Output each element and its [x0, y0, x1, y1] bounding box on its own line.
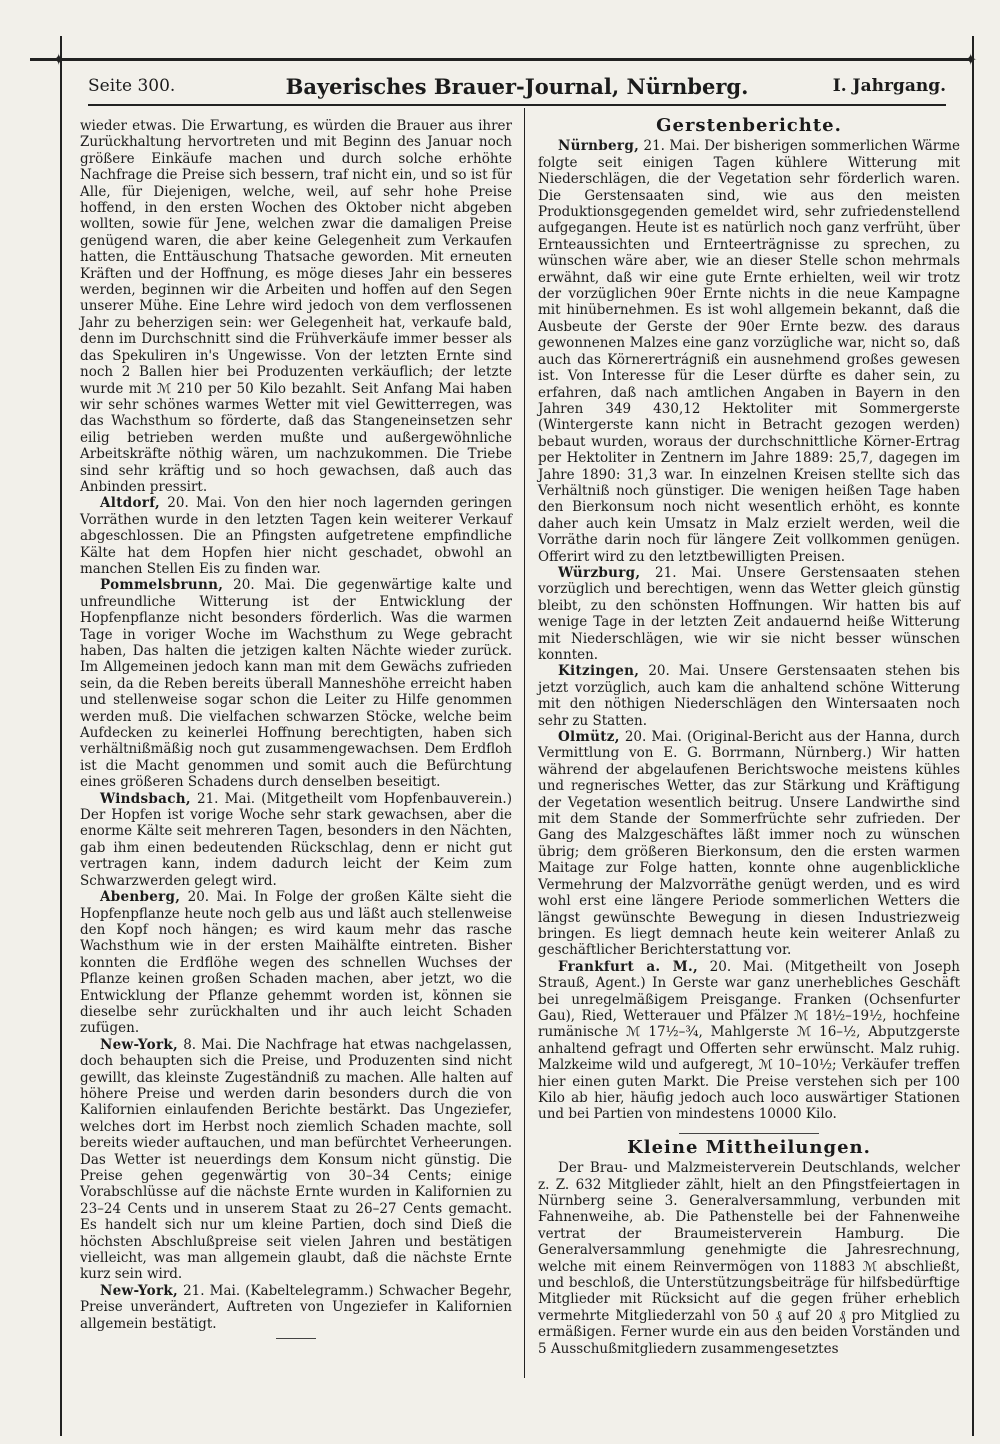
end-rule [276, 1338, 316, 1339]
report-kitzingen [538, 663, 960, 729]
left-column [80, 118, 512, 1345]
report-frankfurt [538, 959, 960, 1123]
report-text: 20. Mai. (Original-Bericht aus der Hanna, durch Vermittlung von E. G. Borrmann, Nürnberg.) Wir hatten während der abgelaufenen Berichtswoche meistens kühles und regnerisches Wetter, das zur Stärkung und Kräftigung der Vegetation wesentlich beitrug. Unsere Landwirthe sind mit dem Stande der Sommerfrüchte sehr zufrieden. Der Gang des Malzgeschäftes läßt immer noch zu wünschen übrig; dem größeren Bierkonsum, den die ersten warmen Maitage zur Folge hatten, konnte ohne augenblickliche Vermehrung der Malzvorräthe genügt werden, und es wird wohl erst eine längere Periode sommerlichen Wetters die längst gewünschte Bewegung in diesen Industriezweig bringen. Es liegt demnach heute kein weiterer Anlaß zu geschäftlicher Berichterstattung vor. [538, 729, 960, 959]
paragraph: Der Brau- und Malzmeisterverein Deutschlands, welcher z. Z. 632 Mitglieder zählt, hielt an den Pfingstfeiertagen in Nürnberg seine 3. Generalversammlung, verbunden mit Fahnenweihe, ab. Die Pathenstelle bei der Fahnenweihe vertrat der Braumeisterverein Hamburg. Die Generalversammlung genehmigte die Jahresrechnung, welche mit einem Reinvermögen von 11883 ℳ abschließt, und beschloß, die Unterstützungsbeiträge für hilfsbedürftige Mitglieder mit Rücksicht auf die gegen früher erheblich vermehrte Mitgliederzahl von 50 ₰ auf 20 ₰ pro Mitglied zu ermäßigen. Ferner wurde ein aus den beiden Vorständen und 5 Ausschußmitgliedern zusammengesetztes [538, 1160, 960, 1357]
report-nuernberg [538, 138, 960, 565]
top-rule [30, 58, 972, 61]
location: Würzburg, [558, 564, 641, 581]
report-altdorf [80, 495, 512, 577]
ornament-left: ✦ [52, 50, 66, 69]
page-number: Seite 300. [88, 76, 176, 96]
report-text: 20. Mai. Unsere Gerstensaaten stehen bis jetzt vorzüglich, auch kam die anhaltend schöne Witterung mit den nöthigen Niederschlägen den Wintersaaten noch sehr zu Statten. [538, 663, 960, 729]
location: Altdorf, [100, 495, 161, 512]
report-windsbach [80, 791, 512, 889]
right-border [972, 36, 974, 1436]
report-text: 21. Mai. Der bisherigen sommerlichen Wärme folgte seit einigen Tagen kühlere Witterung mit Niederschlägen, die der Vegetation sehr förderlich waren. Die Gerstensaaten sind, wie aus den meisten Produktionsgegenden gemeldet wird, sehr zufriedenstellend aufgegangen. Heute ist es natürlich noch ganz verfrüht, über Ernteaussichten und Ernteerträgnisse zu sprechen, zu wünschen wäre aber, wie an dieser Stelle schon mehrmals erwähnt, daß wir eine gute Ernte erhielten, weil wir trotz der vorzüglichen 90er Ernte nichts in die neue Kampagne mit hinübernehmen. Es ist wohl allgemein bekannt, daß die Ausbeute der Gerste der 90er Ernte bezw. des daraus gewonnenen Malzes eine ganz vorzügliche war, nicht so, daß auch das Körnerertrágniß ein ausnehmend großes gewesen ist. Von Interesse für die Leser dürfte es daher sein, zu erfahren, daß nach amtlichen Angaben in Bayern in den Jahren 349 430,12 Hektoliter mit Sommergerste (Wintergerste kann nicht in Betracht gezogen werden) bebaut wurden, woraus der durchschnittliche Körner-Ertrag per Hektoliter in Zentnern im Jahre 1889: 25,7, dagegen im Jahre 1890: 31,3 war. In einzelnen Kreisen stellte sich das Verhältniß noch günstiger. Die wenigen heißen Tage haben den Bierkonsum noch nicht wesentlich erhöht, es konnte daher auch kein Umsatz in Malz erzielt werden, weil die Vorräthe darin noch für längere Zeit vollkommen genügen. Offerirt wird zu den letztbewilligten Preisen. [538, 138, 961, 565]
column-divider [524, 108, 525, 1378]
location: New-York, [100, 1036, 179, 1053]
location: Olmütz, [558, 729, 620, 746]
report-text: 21. Mai. (Kabeltelegramm.) Schwacher Begehr, Preise unverändert, Auftreten von Ungeziefer in Kalifornien allgemein bestätigt. [80, 1282, 512, 1332]
report-olmuetz [538, 729, 960, 959]
report-abenberg [80, 889, 512, 1037]
report-text: 20. Mai. (Mitgetheilt von Joseph Strauß, Agent.) In Gerste war ganz unerhebliches Geschäft bei unregelmäßigem Preisgange. Franken (Ochsenfurter Gau), Ried, Wetterauer und Pfälzer ℳ 18½–19½, hochfeine rumänische ℳ 17½–¾, Mahlgerste ℳ 16–½, Abputzgerste anhaltend gefragt und Offerten sehr erwünscht. Malz ruhig. Malzkeime wild und aufgeregt, ℳ 10–10½; Verkäufer treffen hier einen guten Markt. Die Preise verstehen sich per 100 Kilo ab hier, häufig jedoch auch loco auswärtiger Stationen und bei Partien von mindestens 10000 Kilo. [538, 958, 960, 1123]
location: Nürnberg, [558, 138, 640, 155]
report-wuerzburg [538, 565, 960, 663]
section-heading: Gerstenberichte. [656, 115, 842, 136]
header-rule [88, 104, 946, 106]
location: Pommelsbrunn, [100, 577, 224, 594]
report-text: 21. Mai. (Mitgetheilt vom Hopfenbauverein.) Der Hopfen ist vorige Woche sehr stark gewachsen, aber die enorme Kälte seit mehreren Tagen, besonders in den Nächten, gab ihm einen bedeutenden Rückschlag, denn er nicht gut vertragen kann, indem dadurch leicht der Keim zum Schwarzwerden gelegt wird. [80, 790, 512, 889]
report-pommelsbrunn [80, 577, 512, 790]
section-heading: Kleine Mittheilungen. [627, 1136, 871, 1158]
location: New-York, [100, 1282, 179, 1299]
volume-label: I. Jahrgang. [832, 76, 946, 96]
section-rule [679, 1133, 819, 1134]
report-text: 20. Mai. In Folge der großen Kälte sieht die Hopfenpflanze heute noch gelb aus und läßt auch stellenweise den Kopf noch hängen; es wird kaum mehr das rasche Wachsthum wie in der ersten Maihälfte eintreten. Bisher konnten die Erdflöhe wegen des schnellen Wuchses der Pflanze keinen großen Schaden machen, aber jetzt, wo die Entwicklung der Pflanze gehemmt worden ist, können sie dieselbe sehr zurückhalten und ihr auch leicht Schaden zufügen. [80, 889, 512, 1037]
report-text: 8. Mai. Die Nachfrage hat etwas nachgelassen, doch behaupten sich die Preise, und Produzenten sind nicht gewillt, das kleinste Zugeständniß zu machen. Alle halten auf höhere Preise und werden darin besonders durch die von Kalifornien einlaufenden Berichte bestärkt. Das Ungeziefer, welches dort im Herbst noch ziemlich Schaden machte, soll bereits wieder auftauchen, und man befürchtet Verheerungen. Das Wetter ist neuerdings dem Konsum nicht günstig. Die Preise gehen gegenwärtig von 30–34 Cents; einige Vorabschlüsse auf die nächste Ernte wurden in Kalifornien zu 23–24 Cents und in unserem Staat zu 26–27 Cents gemacht. Es handelt sich nur um kleine Partien, doch sind Dieß die höchsten Abschlußpreise seit vielen Jahren und bestätigen vielleicht, was man allgemein glaubt, daß die nächste Ernte kurz sein wird. [80, 1036, 512, 1283]
right-column [538, 115, 961, 1357]
report-text: 20. Mai. Die gegenwärtige kalte und unfreundliche Witterung ist der Entwicklung der Hopfenpflanze nicht besonders förderlich. Was die warmen Tage in voriger Woche im Wachsthum zu Wege gebracht haben, Das halten die jetzigen kalten Nächte wieder zurück. Im Allgemeinen jedoch kann man mit dem Gewächs zufrieden sein, da die Reben bereits überall Manneshöhe erreicht haben und stellenweise sogar schon die Leiter zu Hilfe genommen werden muß. Die vielfachen schwarzen Stöcke, welche beim Aufdecken zu keinerlei Hoffnung berechtigten, haben sich verhältnißmäßig noch gut zusammengewachsen. Dem Erdfloh ist die Macht genommen und somit auch die Befürchtung eines größeren Schadens durch denselben beseitigt. [80, 577, 512, 791]
report-newyork-1 [80, 1037, 512, 1283]
location: Kitzingen, [558, 663, 640, 680]
report-newyork-2 [80, 1283, 512, 1332]
ornament-right: ✦ [964, 50, 978, 69]
location: Windsbach, [100, 790, 191, 807]
left-border [60, 36, 62, 1436]
location: Abenberg, [100, 889, 181, 906]
journal-title: Bayerisches Brauer-Journal, Nürnberg. [285, 74, 749, 99]
location: Frankfurt a. M., [558, 958, 699, 975]
report-text: 21. Mai. Unsere Gerstensaaten stehen vorzüglich und berechtigen, wenn das Wetter gleich günstig bleibt, zu den schönsten Hoffnungen. Wir hatten bis auf wenige Tage in der letzten Zeit andauernd heiße Witterung mit Niederschlägen, wie wir sie nicht besser wünschen konnten. [538, 564, 960, 663]
page-header [88, 74, 946, 104]
paragraph: wieder etwas. Die Erwartung, es würden die Brauer aus ihrer Zurückhaltung hervortreten und mit Beginn des Januar noch größere Einkäufe machen und durch solche erhöhte Nachfrage die Preise sich bessern, traf nicht ein, und so ist für Alle, für Diejenigen, welche, weil, auf sehr hohe Preise hoffend, in den ersten Wochen des Oktober nicht abgeben wollten, sowie für Jene, welchen zwar die damaligen Preise genügend waren, die aber keine Gelegenheit zum Verkaufen hatten, die Enttäuschung Thatsache geworden. Mit erneuten Kräften und der Hoffnung, es möge dieses Jahr ein besseres werden, beginnen wir die Arbeiten und hoffen auf den Segen unserer Mühe. Eine Lehre wird jedoch von dem verflossenen Jahr zu beherzigen sein: wer Gelegenheit hat, verkaufe bald, denn im Durchschnitt sind die Frühverkäufe immer besser als das Spekuliren in's Ungewisse. Von der letzten Ernte sind noch 2 Ballen hier bei Produzenten verkäuflich; der letzte wurde mit ℳ 210 per 50 Kilo bezahlt. Seit Anfang Mai haben wir sehr schönes warmes Wetter mit viel Gewitterregen, was das Wachsthum so förderte, daß das Stangeneinsetzen sehr eilig betrieben werden mußte und außergewöhnliche Arbeitskräfte nöthig wären, um nachzukommen. Die Triebe sind sehr kräftig und so hoch gewachsen, daß auch das Anbinden pressirt. [80, 118, 512, 495]
report-text: 20. Mai. Von den hier noch lagernden geringen Vorräthen wurde in den letzten Tagen kein weiterer Verkauf abgeschlossen. Die an Pfingsten aufgetretene empfindliche Kälte hat dem Hopfen hier nicht geschadet, obwohl an manchen Stellen Eis zu finden war. [80, 495, 512, 577]
